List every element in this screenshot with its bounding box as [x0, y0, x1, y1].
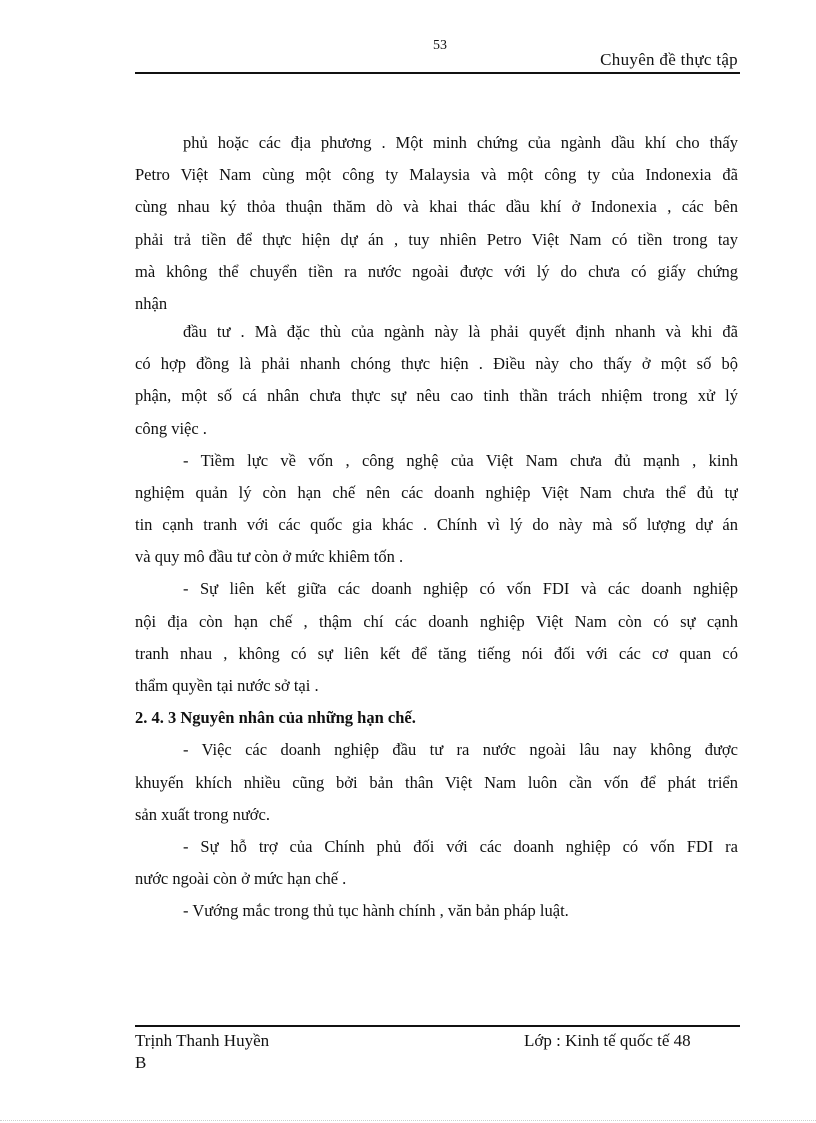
header-rule [135, 72, 740, 74]
paragraph-line: đầu tư . Mà đặc thù của ngành này là phải quyết định nhanh và khi đã [183, 321, 738, 341]
paragraph-line: nước ngoài còn ở mức hạn chế . [135, 869, 347, 889]
paragraph-line: cùng nhau ký thỏa thuận thăm dò và khai thác dầu khí ở Indonexia , các bên [135, 197, 738, 217]
paragraph-line: nội địa còn hạn chế , thậm chí các doanh nghiệp Việt Nam còn có sự cạnh [135, 611, 738, 631]
header-title: Chuyên đề thực tập [600, 50, 738, 69]
page-number: 53 [433, 38, 447, 53]
paragraph-line: - Sự liên kết giữa các doanh nghiệp có vốn FDI và các doanh nghiệp [183, 579, 738, 599]
paragraph-line: phận, một số cá nhân chưa thực sự nêu cao tinh thần trách nhiệm trong xử lý [135, 386, 738, 406]
footer-class: Lớp : Kinh tế quốc tế 48 [524, 1031, 691, 1050]
paragraph-line: nhận [135, 293, 168, 313]
paragraph-line: và quy mô đầu tư còn ở mức khiêm tốn . [135, 547, 404, 567]
paragraph-line: khuyến khích nhiều cũng bởi bản thân Việt Nam luôn cần vốn để phát triển [135, 772, 738, 792]
paragraph-line: phải trả tiền để thực hiện dự án , tuy nhiên Petro Việt Nam có tiền trong tay [135, 229, 738, 249]
document-body [135, 130, 738, 931]
author-name: Trịnh Thanh Huyền [135, 1031, 270, 1050]
paragraph-line: mà không thể chuyển tiền ra nước ngoài được với lý do chưa có giấy chứng [135, 261, 738, 281]
paragraph-line: phủ hoặc các địa phương . Một minh chứng của ngành dầu khí cho thấy [183, 133, 738, 152]
paragraph-line: - Việc các doanh nghiệp đầu tư ra nước ngoài lâu nay không được [183, 740, 738, 760]
paragraph-line: sản xuất trong nước. [135, 804, 270, 824]
paragraph-line: có hợp đồng là phải nhanh chóng thực hiện . Điều này cho thấy ở một số bộ [135, 354, 738, 374]
paragraph-line: - Sự hỗ trợ của Chính phủ đối với các doanh nghiệp có vốn FDI ra [183, 836, 738, 856]
paragraph-line: - Tiềm lực về vốn , công nghệ của Việt Nam chưa đủ mạnh , kinh [183, 450, 738, 470]
paragraph-line: công việc . [135, 418, 207, 438]
section-heading: 2. 4. 3 Nguyên nhân của những hạn chế. [135, 708, 416, 728]
paragraph-line: tranh nhau , không có sự liên kết để tăng tiếng nói đối với các cơ quan có [135, 643, 738, 663]
author-name-suffix: B [135, 1053, 147, 1072]
paragraph-line: nghiệm quản lý còn hạn chế nên các doanh nghiệp Việt Nam chưa thể đủ tự [135, 482, 738, 502]
footer-author [135, 1030, 269, 1074]
paragraph-line: - Vướng mắc trong thủ tục hành chính , văn bản pháp luật. [183, 901, 569, 921]
paragraph-line: Petro Việt Nam cùng một công ty Malaysia và một công ty của Indonexia đã [135, 165, 738, 185]
paragraph-line: tin cạnh tranh với các quốc gia khác . Chính vì lý do này mà số lượng dự án [135, 515, 738, 535]
page-bottom-edge [0, 1120, 816, 1121]
paragraph-line: thẩm quyền tại nước sở tại . [135, 676, 319, 695]
footer-rule [135, 1025, 740, 1027]
